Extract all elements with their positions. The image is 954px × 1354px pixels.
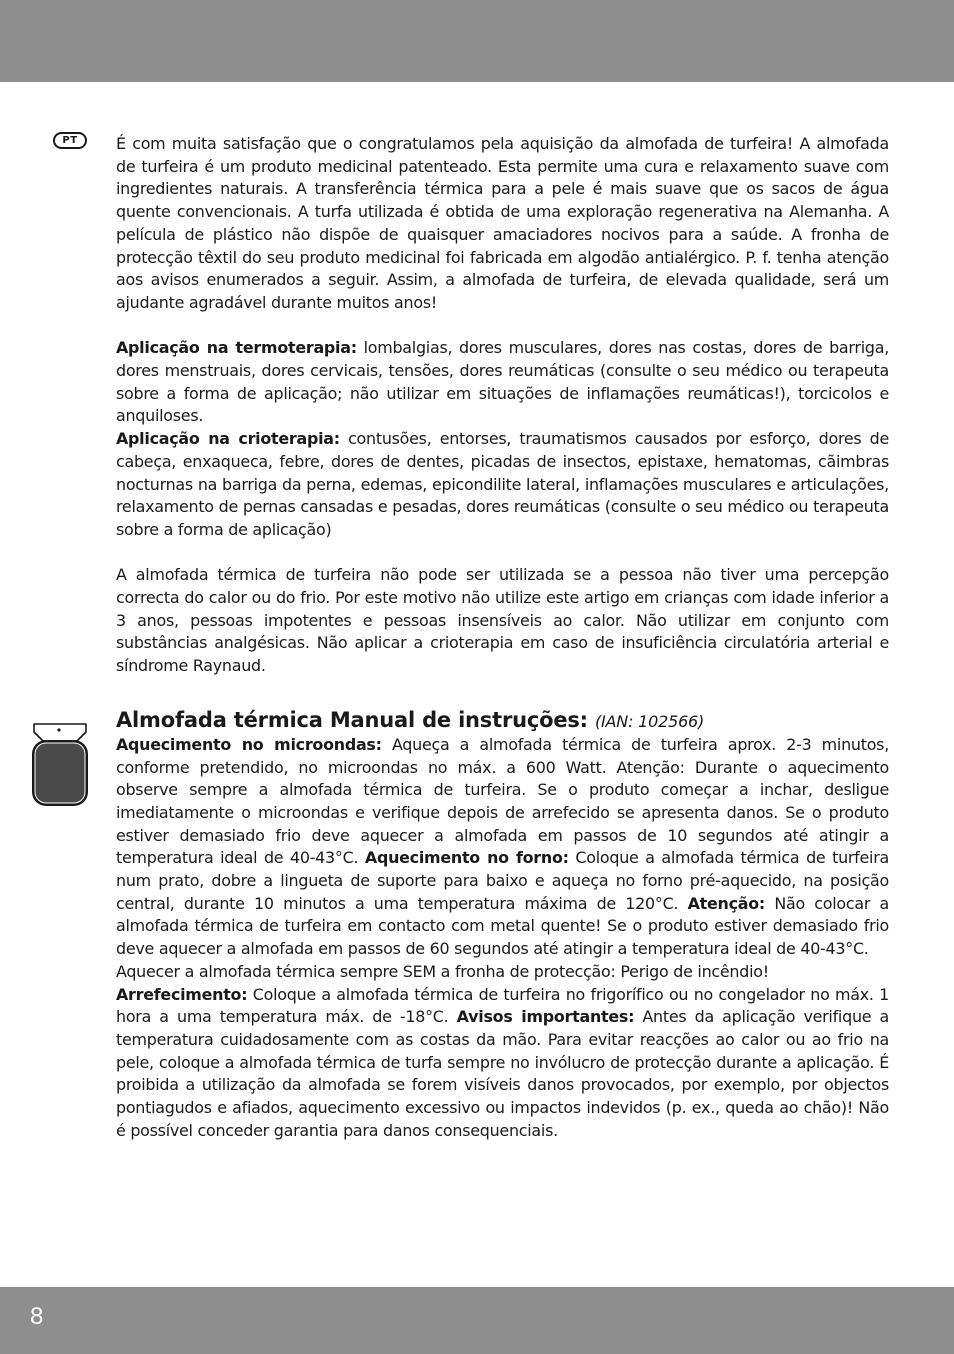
cooling-text: Coloque a almofada térmica de turfeira no frigorífico ou no congelador no máx. 1 hora a uma temperatura máx. de -18°C. xyxy=(116,984,889,1027)
contraindications-paragraph: A almofada térmica de turfeira não pode ser utilizada se a pessoa não tiver uma percepção correcta do calor ou do frio. Por este motivo não utilize este artigo em crianças com idade inferior a 3 anos, pessoas impotentes e pessoas insensíveis ao calor. Não utilizar em conjunto com substâncias analgésicas. Não aplicar a crioterapia em caso de insuficiência circulatória arterial e síndrome Raynaud. xyxy=(116,565,889,676)
attention-text: Não colocar a almofada térmica de turfeira em contacto com metal quente! Se o produto estiver demasiado frio deve aquecer a almofada em passos de 60 segundos até atingir a temperatura ideal de 40-43°C. xyxy=(116,893,889,959)
document-body xyxy=(116,133,889,1143)
footer-bar xyxy=(0,1287,954,1354)
intro-paragraph: É com muita satisfação que o congratulamos pela aquisição da almofada de turfeira! A almofada de turfeira é um produto medicinal patenteado. Esta permite uma cura e relaxamento suave com ingredientes naturais. A transferência térmica para a pele é mais suave que os sacos de água quente convencionais. A turfa utilizada é obtida de uma exploração regenerativa na Alemanha. A película de plástico não dispõe de quaisquer amaciadores nocivos para a saúde. A fronha de protecção têxtil do seu produto medicinal foi fabricada em algodão antialérgico. P. f. tenha atenção aos avisos enumerados a seguir. Assim, a almofada de turfeira, de elevada qualidade, será um ajudante agradável durante muitos anos! xyxy=(116,134,889,312)
microwave-label: Aquecimento no microondas: xyxy=(116,734,382,754)
oven-label: Aquecimento no forno: xyxy=(364,848,569,868)
cryo-application-paragraph xyxy=(116,428,889,542)
attention-label: Atenção: xyxy=(687,893,765,913)
microwave-text: Aqueça a almofada térmica de turfeira aprox. 2-3 minutos, conforme pretendido, no microondas no máx. a 600 Watt. Atenção: Durante o aquecimento observe sempre a almofada térmica de turfeira. Se o produto começar a inchar, desligue imediatamente o microondas e verifique depois de arrefecido se apresenta danos. Se o produto estiver demasiado frio deve aquecer a almofada em passos de 10 segundos até atingir a temperatura ideal de 40-43°C. xyxy=(116,734,889,868)
pillow-icon xyxy=(30,720,90,810)
oven-text: Coloque a almofada térmica de turfeira num prato, dobre a lingueta de suporte para baixo e aqueça no forno pré-aquecido, na posição central, durante 10 minutos a uma temperatura máxima de 120°C. xyxy=(116,848,889,913)
header-bar xyxy=(0,0,954,82)
thermo-text: lombalgias, dores musculares, dores nas costas, dores de barriga, dores menstruais, dores cervicais, tensões, dores reumáticas (consulte o seu médico ou terapeuta sobre a forma de aplicação; não utilizar em situações de inflamações reumáticas!), torcicolos e anquiloses. xyxy=(116,338,889,426)
cooling-label: Arrefecimento: xyxy=(116,984,248,1004)
thermo-label: Aplicação na termoterapia: xyxy=(116,338,357,358)
thermo-application-paragraph xyxy=(116,337,889,428)
cooling-paragraph xyxy=(116,984,889,1143)
page-number: 8 xyxy=(30,1303,44,1330)
warnings-label: Avisos importantes: xyxy=(456,1007,635,1027)
heating-paragraph xyxy=(116,734,889,961)
manual-heading xyxy=(116,708,889,734)
warnings-text: Antes da aplicação verifique a temperatura cuidadosamente com as costas da mão. Para evitar reacções ao calor ou ao frio na pele, coloque a almofada térmica de turfa sempre no invólucro de protecção durante a aplicação. É proibida a utilização da almofada se forem visíveis danos provocados, por exemplo, por objectos pontiagudos e afiados, aquecimento excessivo ou impactos indevidos (p. ex., queda ao chão)! Não é possível conceder garantia para danos consequenciais. xyxy=(116,1007,889,1140)
manual-title: Almofada térmica Manual de instruções: xyxy=(116,707,588,732)
language-badge: PT xyxy=(53,132,87,149)
ian-number: (IAN: 102566) xyxy=(595,711,705,731)
cover-warning: Aquecer a almofada térmica sempre SEM a fronha de protecção: Perigo de incêndio! xyxy=(116,961,769,981)
cryo-text: contusões, entorses, traumatismos causados por esforço, dores de cabeça, enxaqueca, febre, dores de dentes, picadas de insectos, epistaxe, hematomas, cãimbras nocturnas na barriga da perna, edemas, epicondilite lateral, inflamações musculares e articulações, relaxamento de pernas cansadas e pesadas, dores reumáticas (consulte o seu médico ou terapeuta sobre a forma de aplicação) xyxy=(116,429,890,539)
cryo-label: Aplicação na crioterapia: xyxy=(116,429,340,449)
